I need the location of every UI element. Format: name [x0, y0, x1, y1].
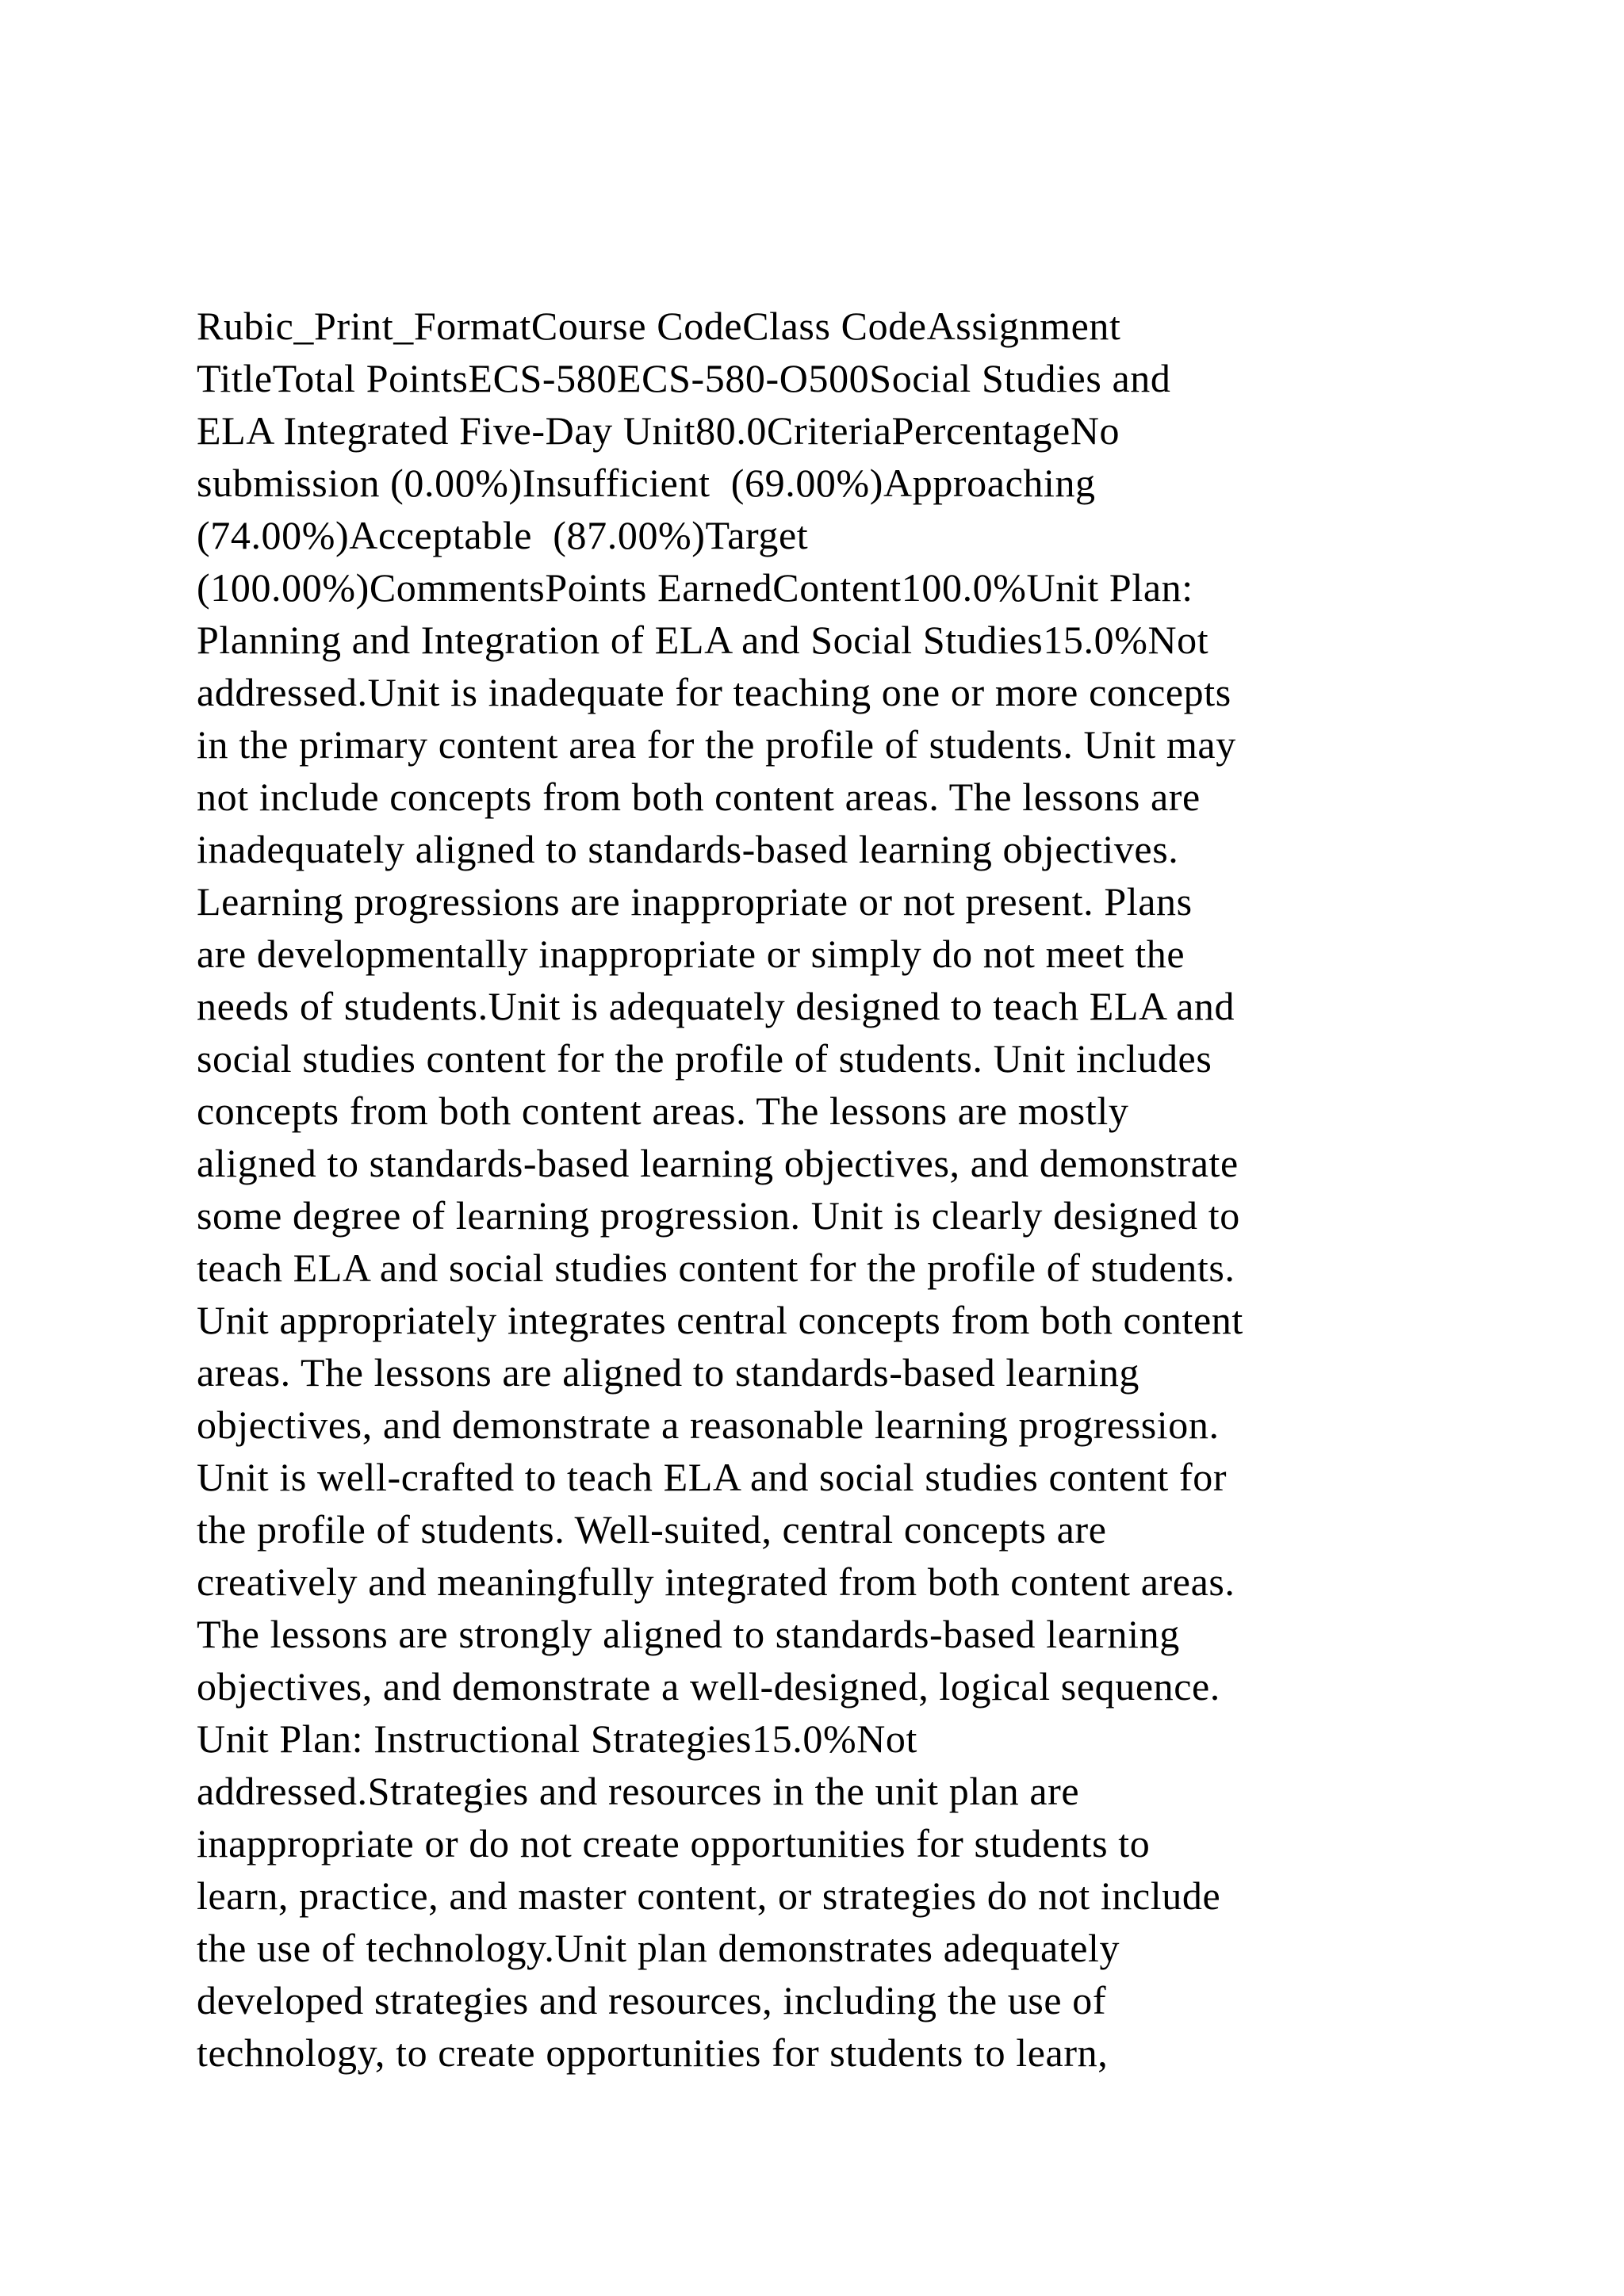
text-line: creatively and meaningfully integrated from both content areas.: [197, 1559, 1235, 1604]
text-line: addressed.Unit is inadequate for teaching one or more concepts: [197, 670, 1231, 714]
text-line: objectives, and demonstrate a well-designed, logical sequence.: [197, 1664, 1220, 1709]
text-line: Planning and Integration of ELA and Social Studies15.0%Not: [197, 618, 1209, 662]
text-line: addressed.Strategies and resources in the unit plan are: [197, 1769, 1080, 1813]
text-line: areas. The lessons are aligned to standards-based learning: [197, 1350, 1140, 1395]
text-line: needs of students.Unit is adequately designed to teach ELA and: [197, 984, 1235, 1028]
text-line: social studies content for the profile of students. Unit includes: [197, 1036, 1212, 1081]
text-line: inappropriate or do not create opportunities for students to: [197, 1821, 1151, 1866]
text-line: are developmentally inappropriate or simply do not meet the: [197, 932, 1185, 976]
text-line: TitleTotal PointsECS-580ECS-580-O500Social Studies and: [197, 356, 1171, 400]
text-line: Rubic_Print_FormatCourse CodeClass CodeAssignment: [197, 304, 1121, 348]
text-line: in the primary content area for the profile of students. Unit may: [197, 722, 1236, 767]
text-line: the use of technology.Unit plan demonstrates adequately: [197, 1926, 1120, 1970]
text-line: submission (0.00%)Insufficient (69.00%)Approaching: [197, 461, 1096, 505]
text-line: inadequately aligned to standards-based learning objectives.: [197, 827, 1179, 871]
text-line: learn, practice, and master content, or strategies do not include: [197, 1873, 1221, 1918]
text-line: concepts from both content areas. The lessons are mostly: [197, 1089, 1129, 1133]
text-line: developed strategies and resources, including the use of: [197, 1978, 1107, 2022]
text-line: Unit appropriately integrates central concepts from both content: [197, 1298, 1243, 1342]
rubric-text-block: [197, 300, 1450, 2079]
text-line: aligned to standards-based learning objectives, and demonstrate: [197, 1141, 1239, 1185]
text-line: technology, to create opportunities for students to learn,: [197, 2030, 1109, 2075]
text-line: (100.00%)CommentsPoints EarnedContent100.0%Unit Plan:: [197, 565, 1193, 610]
text-line: the profile of students. Well-suited, central concepts are: [197, 1507, 1107, 1552]
text-line: Learning progressions are inappropriate or not present. Plans: [197, 879, 1193, 924]
text-line: Unit is well-crafted to teach ELA and social studies content for: [197, 1455, 1228, 1499]
text-line: some degree of learning progression. Unit is clearly designed to: [197, 1193, 1240, 1238]
text-line: Unit Plan: Instructional Strategies15.0%Not: [197, 1716, 918, 1761]
text-line: ELA Integrated Five-Day Unit80.0CriteriaPercentageNo: [197, 408, 1120, 453]
text-line: teach ELA and social studies content for the profile of students.: [197, 1246, 1235, 1290]
text-line: (74.00%)Acceptable (87.00%)Target: [197, 513, 809, 557]
text-line: objectives, and demonstrate a reasonable learning progression.: [197, 1402, 1220, 1447]
text-line: The lessons are strongly aligned to standards-based learning: [197, 1612, 1180, 1656]
text-line: not include concepts from both content areas. The lessons are: [197, 775, 1201, 819]
